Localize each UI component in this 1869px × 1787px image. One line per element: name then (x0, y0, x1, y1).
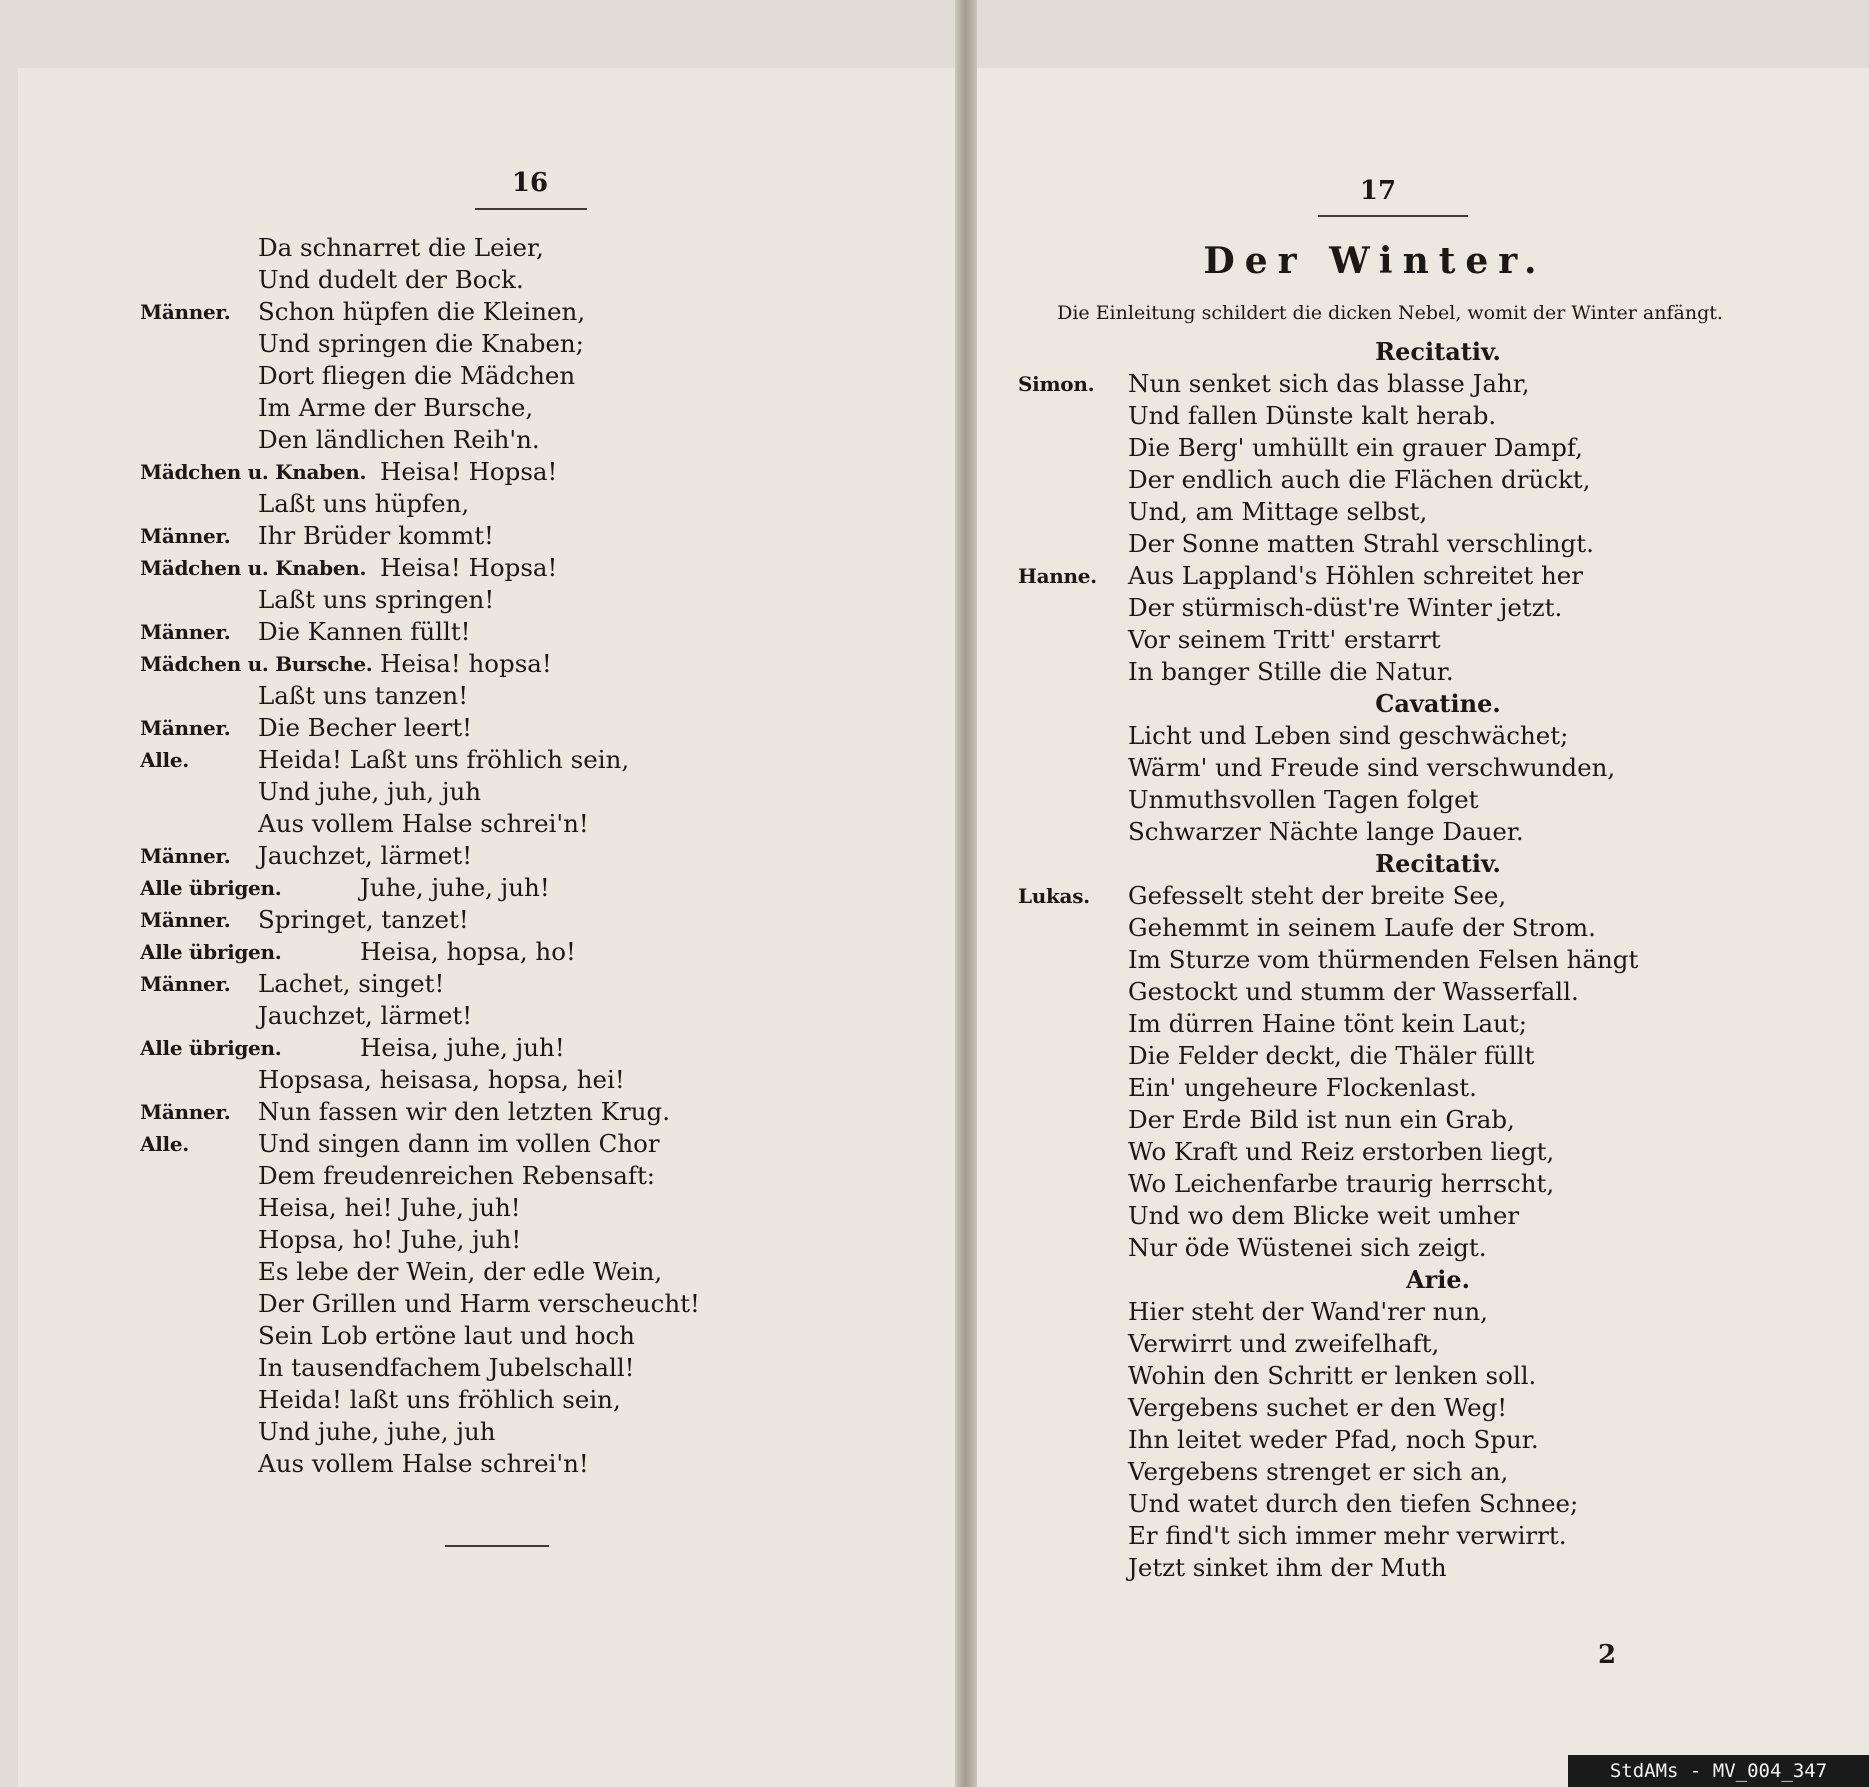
verse-line (140, 360, 940, 392)
verse-line (1018, 1040, 1858, 1072)
verse-line (1018, 1136, 1858, 1168)
signature-mark: 2 (1598, 1640, 1617, 1670)
verse-line (140, 1384, 940, 1416)
speaker-label: Alle. (140, 748, 189, 772)
verse-text: Ihr Brüder kommt! (258, 521, 494, 550)
verse-text: Heisa, juhe, juh! (360, 1033, 565, 1062)
verse-line (140, 232, 940, 264)
archive-stamp: StdAMs - MV_004_347 (1568, 1755, 1869, 1787)
verse-line (1018, 1328, 1858, 1360)
speaker-label: Männer. (140, 524, 231, 548)
section-heading: Recitativ. (1375, 849, 1501, 878)
verse-text: Lachet, singet! (258, 969, 445, 998)
verse-line (140, 328, 940, 360)
speaker-label: Simon. (1018, 372, 1095, 396)
verse-line (140, 1320, 940, 1352)
verse-text: Und watet durch den tiefen Schnee; (1128, 1489, 1579, 1518)
verse-line (1018, 1168, 1858, 1200)
verse-line (140, 552, 940, 584)
verse-line (140, 776, 940, 808)
verse-line (140, 392, 940, 424)
verse-text: Die Felder deckt, die Thäler füllt (1128, 1041, 1535, 1070)
verse-line (140, 1288, 940, 1320)
verse-text: Heida! Laßt uns fröhlich sein, (258, 745, 630, 774)
verse-line (1018, 912, 1858, 944)
verse-line (1018, 1008, 1858, 1040)
book-gutter (955, 0, 977, 1787)
verse-line (1018, 880, 1858, 912)
verse-text: Der stürmisch-düst're Winter jetzt. (1128, 593, 1563, 622)
verse-line (140, 264, 940, 296)
speaker-label: Alle übrigen. (140, 940, 282, 964)
verse-line (1018, 1360, 1858, 1392)
verse-line (1018, 1488, 1858, 1520)
verse-text: Dem freudenreichen Rebensaft: (258, 1161, 656, 1190)
verse-text: Heisa, hopsa, ho! (360, 937, 576, 966)
verse-line (140, 424, 940, 456)
speaker-label: Männer. (140, 620, 231, 644)
verse-line (140, 968, 940, 1000)
verse-line (140, 296, 940, 328)
verse-line (140, 1352, 940, 1384)
verse-line (1018, 1104, 1858, 1136)
verse-text: Vergebens strenget er sich an, (1128, 1457, 1509, 1486)
verse-line (1018, 1200, 1858, 1232)
verse-line (140, 1128, 940, 1160)
verse-line (1018, 816, 1858, 848)
verse-text: In tausendfachem Jubelschall! (258, 1353, 635, 1382)
verse-text: Ein' ungeheure Flockenlast. (1128, 1073, 1477, 1102)
verse-text: Da schnarret die Leier, (258, 233, 544, 262)
verse-text: Im Arme der Bursche, (258, 393, 534, 422)
verse-text: Gestockt und stumm der Wasserfall. (1128, 977, 1579, 1006)
verse-line (140, 1096, 940, 1128)
verse-line (1018, 432, 1858, 464)
verse-text: Im dürren Haine tönt kein Laut; (1128, 1009, 1528, 1038)
verse-line (1018, 1552, 1858, 1584)
verse-text: Hier steht der Wand'rer nun, (1128, 1297, 1488, 1326)
verse-line (140, 1448, 940, 1480)
right-header-rule (1318, 215, 1468, 217)
verse-text: Jauchzet, lärmet! (258, 841, 473, 870)
speaker-label: Männer. (140, 908, 231, 932)
verse-line (140, 904, 940, 936)
verse-text: Nun senket sich das blasse Jahr, (1128, 369, 1530, 398)
left-header-rule (475, 208, 587, 210)
verse-text: Verwirrt und zweifelhaft, (1128, 1329, 1440, 1358)
verse-line (140, 872, 940, 904)
verse-text: Der endlich auch die Flächen drückt, (1128, 465, 1591, 494)
verse-line (140, 616, 940, 648)
verse-line (140, 1192, 940, 1224)
verse-line (140, 840, 940, 872)
verse-text: Jauchzet, lärmet! (258, 1001, 473, 1030)
verse-line (1018, 1424, 1858, 1456)
verse-line (140, 584, 940, 616)
verse-text: Er find't sich immer mehr verwirrt. (1128, 1521, 1567, 1550)
verse-text: Laßt uns hüpfen, (258, 489, 470, 518)
speaker-label: Hanne. (1018, 564, 1097, 588)
verse-text: Gehemmt in seinem Laufe der Strom. (1128, 913, 1596, 942)
verse-line (140, 648, 940, 680)
verse-line (140, 712, 940, 744)
verse-line (140, 520, 940, 552)
verse-text: In banger Stille die Natur. (1128, 657, 1454, 686)
verse-text: Und, am Mittage selbst, (1128, 497, 1428, 526)
verse-text: Nun fassen wir den letzten Krug. (258, 1097, 670, 1126)
verse-text: Heisa, hei! Juhe, juh! (258, 1193, 521, 1222)
verse-line (1018, 400, 1858, 432)
verse-text: Aus vollem Halse schrei'n! (258, 809, 589, 838)
section-heading: Recitativ. (1375, 337, 1501, 366)
section-heading: Cavatine. (1375, 689, 1501, 718)
verse-text: Der Erde Bild ist nun ein Grab, (1128, 1105, 1515, 1134)
verse-text: Wohin den Schritt er lenken soll. (1128, 1361, 1537, 1390)
verse-line (1018, 1456, 1858, 1488)
verse-text: Und dudelt der Bock. (258, 265, 524, 294)
speaker-label: Mädchen u. Bursche. (140, 652, 373, 676)
verse-text: Und fallen Dünste kalt herab. (1128, 401, 1497, 430)
verse-text: Die Berg' umhüllt ein grauer Dampf, (1128, 433, 1583, 462)
verse-text: Vergebens suchet er den Weg! (1128, 1393, 1508, 1422)
verse-text: Schwarzer Nächte lange Dauer. (1128, 817, 1524, 846)
verse-text: Licht und Leben sind geschwächet; (1128, 721, 1569, 750)
verse-text: Springet, tanzet! (258, 905, 469, 934)
section-heading: Arie. (1405, 1265, 1470, 1294)
verse-line (1018, 368, 1858, 400)
speaker-label: Mädchen u. Knaben. (140, 460, 367, 484)
verse-line (1018, 1072, 1858, 1104)
verse-text: Und juhe, juh, juh (258, 777, 482, 806)
verse-text: Heisa! Hopsa! (380, 457, 558, 486)
speaker-label: Lukas. (1018, 884, 1090, 908)
verse-line (1018, 1520, 1858, 1552)
verse-line (140, 1224, 940, 1256)
speaker-label: Männer. (140, 1100, 231, 1124)
verse-line (140, 456, 940, 488)
right-page-number: 17 (1359, 176, 1397, 206)
section-intro: Die Einleitung schildert die dicken Nebel, womit der Winter anfängt. (1057, 302, 1723, 324)
verse-text: Der Sonne matten Strahl verschlingt. (1128, 529, 1594, 558)
verse-text: Aus Lappland's Höhlen schreitet her (1128, 561, 1583, 590)
verse-line (1018, 528, 1858, 560)
verse-line (140, 1256, 940, 1288)
verse-line (1018, 496, 1858, 528)
verse-line (1018, 1232, 1858, 1264)
verse-text: Aus vollem Halse schrei'n! (258, 1449, 589, 1478)
verse-text: Wo Kraft und Reiz erstorben liegt, (1128, 1137, 1555, 1166)
verse-text: Nur öde Wüstenei sich zeigt. (1128, 1233, 1487, 1262)
verse-line (1018, 784, 1858, 816)
verse-text: Heisa! Hopsa! (380, 553, 558, 582)
verse-text: Dort fliegen die Mädchen (258, 361, 576, 390)
verse-line (1018, 720, 1858, 752)
verse-line (140, 680, 940, 712)
verse-line (1018, 656, 1858, 688)
verse-text: Hopsa, ho! Juhe, juh! (258, 1225, 522, 1254)
verse-line (140, 1064, 940, 1096)
right-text-block (1018, 336, 1858, 1584)
verse-text: Den ländlichen Reih'n. (258, 425, 540, 454)
verse-text: Die Kannen füllt! (258, 617, 471, 646)
speaker-label: Männer. (140, 972, 231, 996)
verse-line (1018, 560, 1858, 592)
verse-line (140, 488, 940, 520)
speaker-label: Alle übrigen. (140, 876, 282, 900)
verse-line (140, 1032, 940, 1064)
speaker-label: Männer. (140, 716, 231, 740)
verse-text: Wärm' und Freude sind verschwunden, (1128, 753, 1616, 782)
verse-text: Die Becher leert! (258, 713, 473, 742)
verse-text: Heida! laßt uns fröhlich sein, (258, 1385, 621, 1414)
verse-line (1018, 1392, 1858, 1424)
left-text-block (140, 232, 940, 1480)
verse-line (140, 744, 940, 776)
speaker-label: Alle. (140, 1132, 189, 1156)
section-title: Der Winter. (1203, 240, 1547, 282)
verse-text: Heisa! hopsa! (380, 649, 552, 678)
verse-text: Wo Leichenfarbe traurig herrscht, (1128, 1169, 1555, 1198)
verse-text: Im Sturze vom thürmenden Felsen hängt (1128, 945, 1639, 974)
verse-text: Gefesselt steht der breite See, (1128, 881, 1507, 910)
speaker-label: Alle übrigen. (140, 1036, 282, 1060)
verse-line (140, 936, 940, 968)
verse-line (140, 1160, 940, 1192)
verse-text: Laßt uns tanzen! (258, 681, 469, 710)
verse-text: Unmuthsvollen Tagen folget (1128, 785, 1479, 814)
speaker-label: Mädchen u. Knaben. (140, 556, 367, 580)
verse-text: Der Grillen und Harm verscheucht! (258, 1289, 700, 1318)
verse-text: Und wo dem Blicke weit umher (1128, 1201, 1520, 1230)
verse-text: Juhe, juhe, juh! (360, 873, 550, 902)
verse-line (140, 1000, 940, 1032)
left-end-rule (445, 1545, 549, 1547)
verse-line (140, 1416, 940, 1448)
verse-text: Und singen dann im vollen Chor (258, 1129, 660, 1158)
verse-line (1018, 1296, 1858, 1328)
speaker-label: Männer. (140, 844, 231, 868)
verse-line (1018, 976, 1858, 1008)
verse-text: Jetzt sinket ihm der Muth (1128, 1553, 1447, 1582)
verse-line (1018, 944, 1858, 976)
speaker-label: Männer. (140, 300, 231, 324)
left-page-number: 16 (511, 168, 549, 198)
verse-line (1018, 624, 1858, 656)
verse-text: Und springen die Knaben; (258, 329, 584, 358)
verse-line (1018, 464, 1858, 496)
verse-line (1018, 752, 1858, 784)
verse-text: Laßt uns springen! (258, 585, 495, 614)
verse-text: Hopsasa, heisasa, hopsa, hei! (258, 1065, 625, 1094)
verse-text: Und juhe, juhe, juh (258, 1417, 496, 1446)
verse-text: Es lebe der Wein, der edle Wein, (258, 1257, 663, 1286)
verse-text: Sein Lob ertöne laut und hoch (258, 1321, 635, 1350)
verse-line (140, 808, 940, 840)
verse-text: Schon hüpfen die Kleinen, (258, 297, 586, 326)
verse-line (1018, 592, 1858, 624)
verse-text: Ihn leitet weder Pfad, noch Spur. (1128, 1425, 1539, 1454)
verse-text: Vor seinem Tritt' erstarrt (1128, 625, 1441, 654)
